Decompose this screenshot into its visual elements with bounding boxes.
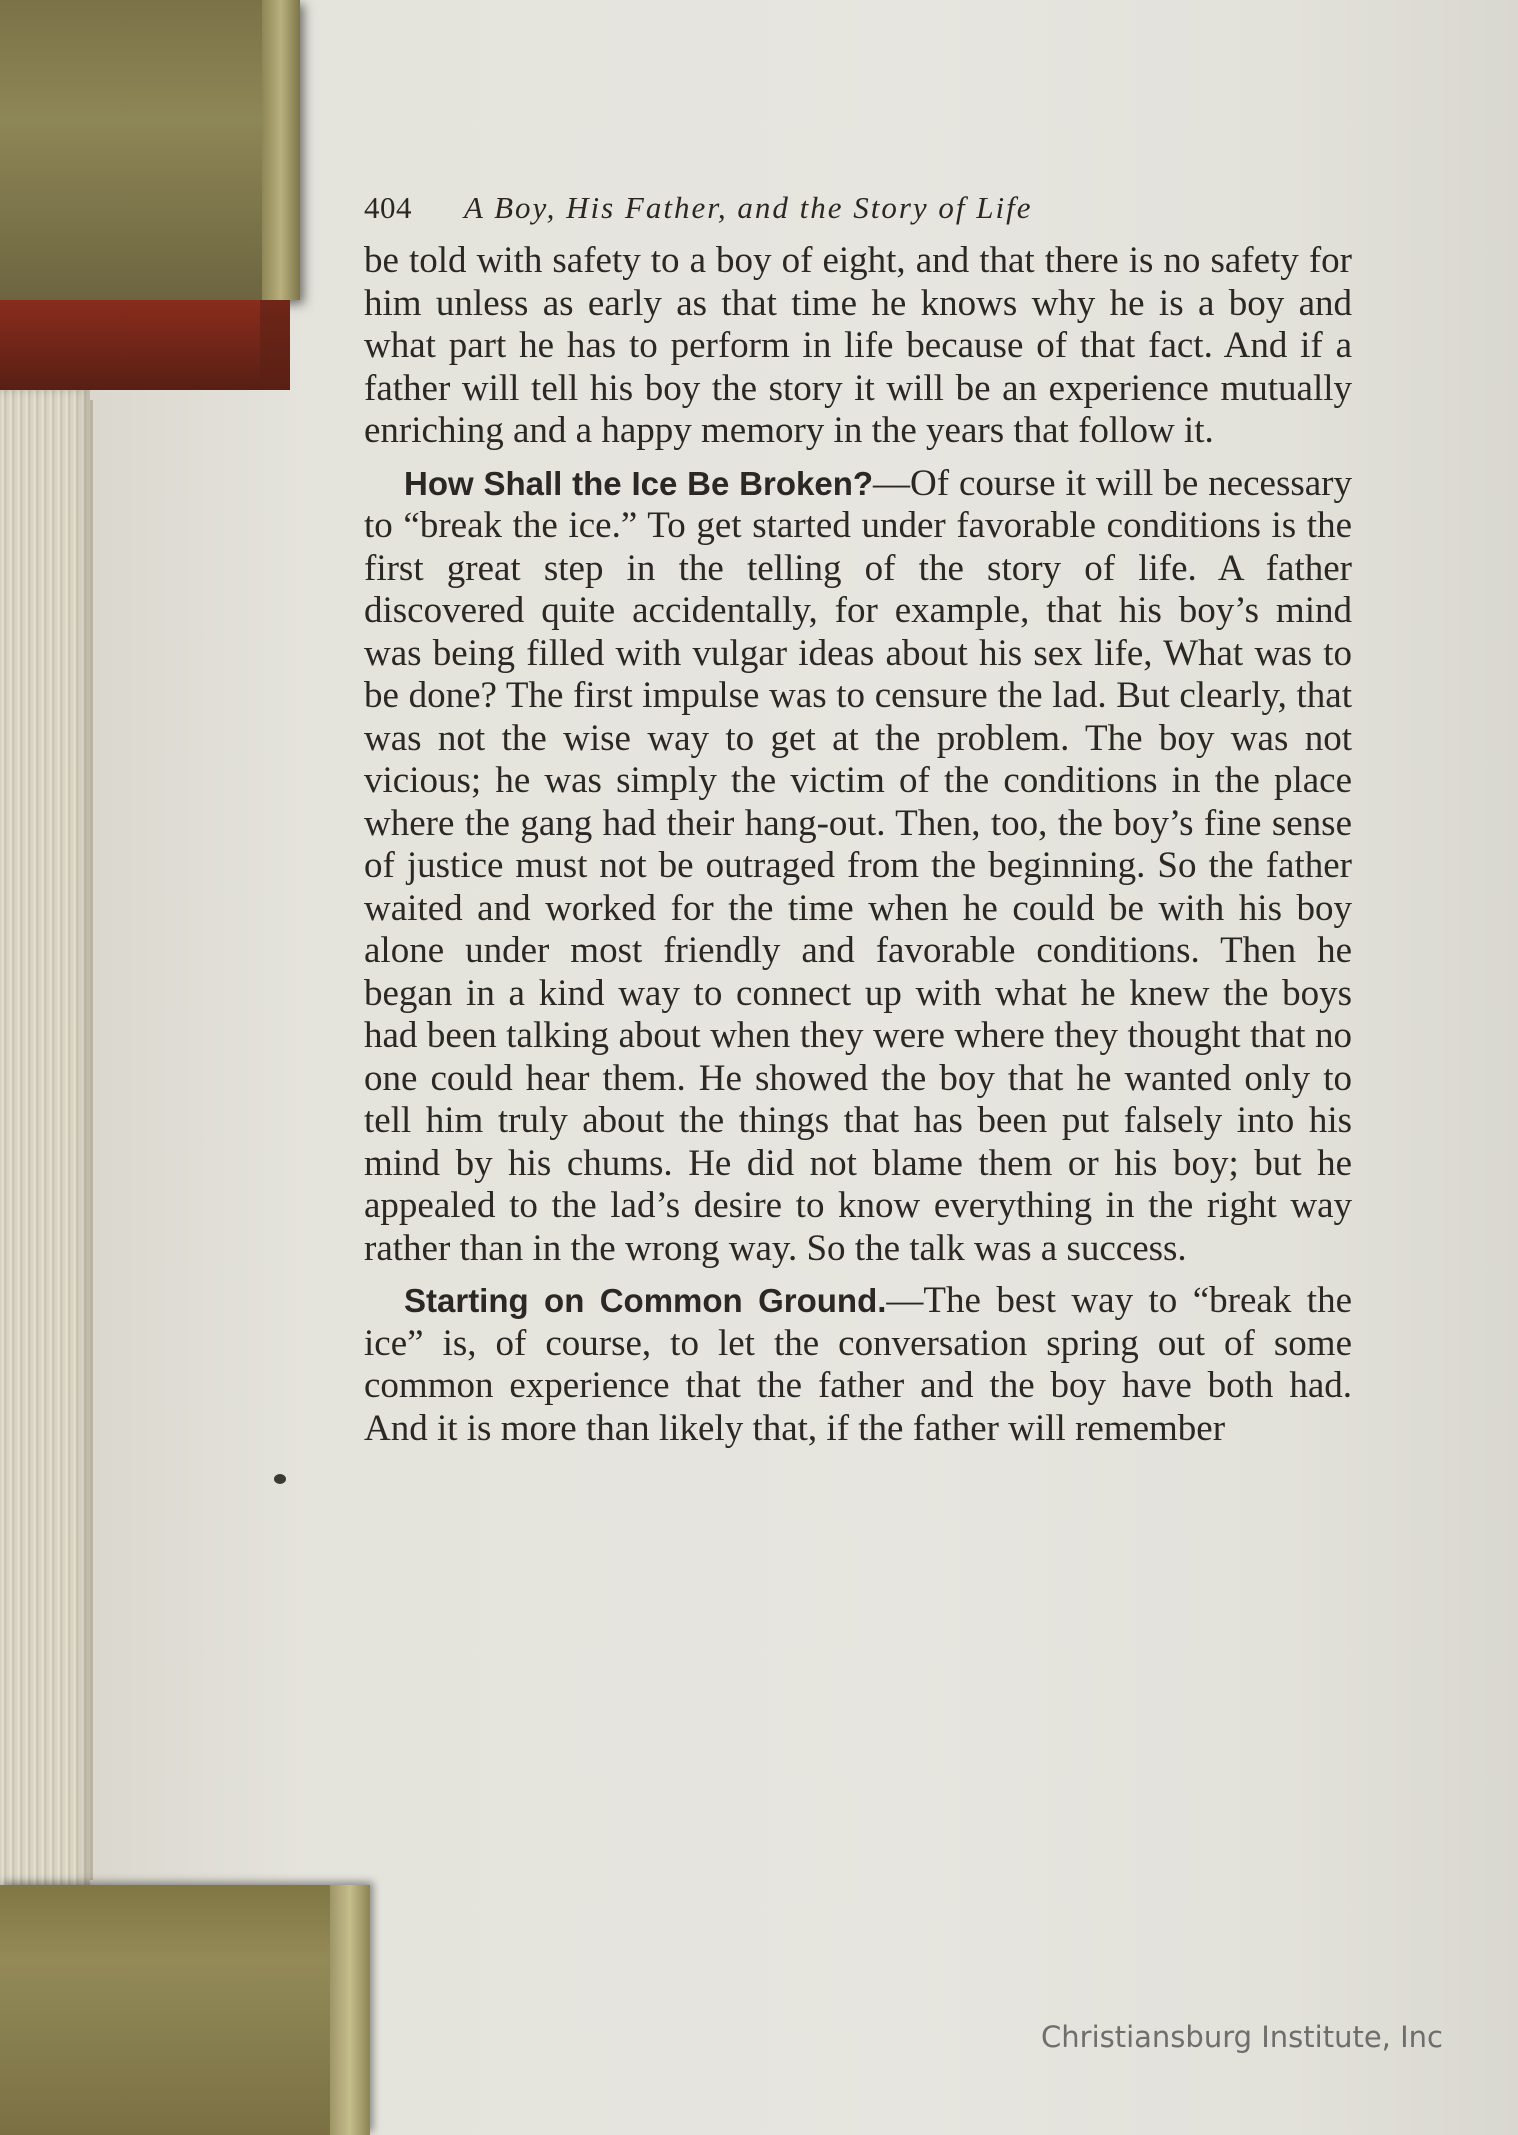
watermark: Christiansburg Institute, Inc bbox=[1041, 2020, 1443, 2054]
paragraph-3-body: —The best way to “break the ice” is, of course, to let the conversation spring out of some common experience that the father and the boy have both had. And it is more than likely that, if the father will remember bbox=[364, 1280, 1352, 1449]
paragraph-1: be told with safety to a boy of eight, and that there is no safety for him unless as early as that time he knows why he is a boy and what part he has to perform in life because of that fact. And if a father will tell his boy the story it will be an experience mutually enriching and a happy memory in the years that follow it. bbox=[364, 240, 1352, 451]
top-binder-clip-edge bbox=[262, 0, 300, 300]
running-header bbox=[364, 190, 1352, 226]
page-edge-stack bbox=[0, 390, 90, 1890]
top-binder-clip bbox=[0, 0, 300, 300]
paragraph-2-body: —Of course it will be necessary to “break the ice.” To get started under favorable conditions is the first great step in the telling of the story of life. A father discovered quite accidentally, for example, that his boy’s mind was being filled with vulgar ideas about his sex life, What was to be done? The first impulse was to censure the lad. But clearly, that was not the wise way to get at the problem. The boy was not vicious; he was simply the victim of the conditions in the place where the gang had their hang-out. Then, too, the boy’s fine sense of justice must not be outraged from the beginning. So the father waited and worked for the time when he could be with his boy alone under most friendly and favorable conditions. Then he began in a kind way to connect up with what he knew the boys had been talking about when they were where they thought that no one could hear them. He showed the boy that he wanted only to tell him truly about the things that has been put falsely into his mind by his chums. He did not blame them or his boy; but he appealed to the lad’s desire to know everything in the right way rather than in the wrong way. So the talk was a success. bbox=[364, 462, 1352, 1269]
paragraph-3 bbox=[364, 1280, 1352, 1450]
top-clip-red-band bbox=[0, 300, 260, 380]
page-number: 404 bbox=[364, 190, 412, 225]
bottom-binder-clip-edge bbox=[330, 1885, 370, 2135]
page-text bbox=[364, 190, 1352, 1450]
section-heading-common-ground: Starting on Common Ground. bbox=[404, 1282, 887, 1319]
ink-speck bbox=[274, 1474, 286, 1484]
page-edge-line bbox=[90, 400, 93, 1880]
running-title: A Boy, His Father, and the Story of Life bbox=[464, 190, 1033, 225]
paragraph-2 bbox=[364, 463, 1352, 1271]
section-heading-ice: How Shall the Ice Be Broken? bbox=[404, 464, 874, 502]
bottom-binder-clip bbox=[0, 1885, 370, 2135]
